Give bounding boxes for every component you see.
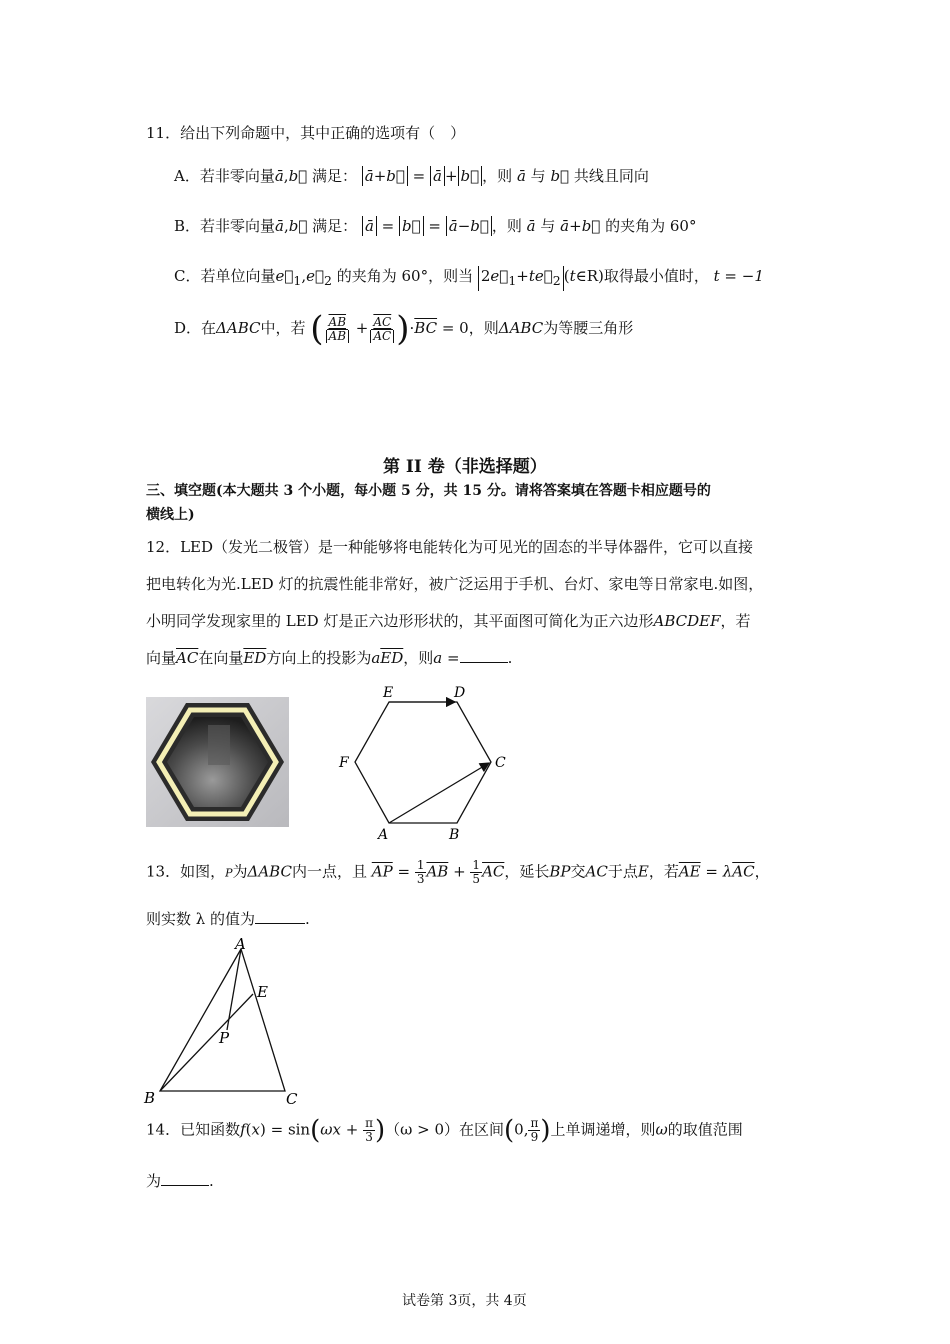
triangle-diagram: [140, 937, 310, 1109]
q12-line4: 向量$\overline{AC}$在向量$\overline{ED}$方向上的投影为$a\overline{ED}$，则a = .: [146, 649, 513, 667]
q11-option-a: A．若非零向量ā,b⃗ 满足： ā+b⃗ = ā + b⃗ ，则 ā 与 b⃗ 共线且同向: [174, 167, 649, 185]
q12-line3: 小明同学发现家里的 LED 灯是正六边形形状的，其平面图可简化为正六边形ABCDEF，若: [146, 612, 751, 630]
q12-line1: 12．LED（发光二极管）是一种能够将电能转化为可见光的固态的半导体器件，它可以直接: [146, 538, 754, 556]
q11-option-d: D．在ΔABC中，若 ( $\frac{\overline{AB}}{AB}$ + $\frac{\overline{AC}}{AC}$ )$\cdot\overline{BC} = 0$，则ΔABC为等腰三角形: [174, 309, 634, 349]
section-title: 第 II 卷（非选择题）: [383, 457, 547, 477]
q12-line2: 把电转化为光.LED 灯的抗震性能非常好，被广泛运用于手机、台灯、家电等日常家电.如图，: [146, 575, 764, 593]
led-mirror-photo: [146, 697, 289, 827]
hex-label-b: B: [449, 827, 460, 843]
hexagon-diagram: [335, 683, 515, 843]
tri-label-a: A: [235, 937, 246, 953]
hex-label-c: C: [495, 755, 506, 771]
section-heading-line1: 三、填空题(本大题共 3 个小题，每小题 5 分，共 15 分。请将答案填在答题卡相应题号的: [146, 483, 711, 499]
q11-option-c: C．若单位向量$e⃗_1,e⃗_2$ 的夹角为 60°，则当 $2e⃗_1+te⃗_2$ (t∈R)取得最小值时， t = −1: [174, 265, 764, 291]
hex-label-a: A: [378, 827, 389, 843]
hex-label-e: E: [383, 685, 394, 701]
q12-answer-blank: [460, 648, 508, 663]
q11-stem: 11．给出下列命题中，其中正确的选项有（ ）: [146, 124, 466, 142]
q14-line1: 14．已知函数f(x) = sin(ωx + $\frac{\pi}{3}$ )（ω > 0）在区间(0, $\frac{\pi}{9}$ )上单调递增，则ω的取值范围: [146, 1115, 743, 1146]
tri-label-b: B: [144, 1089, 156, 1107]
section-heading-line2: 横线上): [146, 507, 195, 523]
q11-option-b: B．若非零向量ā,b⃗ 满足： ā = b⃗ = ā−b⃗ ，则 ā 与 ā+b⃗ 的夹角为 60°: [174, 217, 697, 235]
q14-line2: 为 .: [146, 1172, 214, 1190]
q13-line1: 13．如图，P为ΔABC内一点，且 $\overline{AP}$ = $\frac{1}{3}$ $\overline{AB}$ + $\frac{1}{5}$ $\overline{AC}$，延长BP交AC于点E，若$\overline{AE} = \lambda\overline{AC}$，: [146, 858, 770, 886]
tri-label-c: C: [286, 1090, 298, 1108]
page-footer: 试卷第 3页，共 4页: [402, 1293, 527, 1309]
tri-label-e: E: [257, 983, 268, 1001]
hex-label-d: D: [454, 685, 466, 701]
tri-label-p: P: [219, 1029, 230, 1047]
hex-label-f: F: [339, 755, 349, 771]
q13-line2: 则实数 λ 的值为 .: [146, 910, 310, 928]
q13-answer-blank: [255, 909, 305, 924]
q14-answer-blank: [161, 1171, 209, 1186]
